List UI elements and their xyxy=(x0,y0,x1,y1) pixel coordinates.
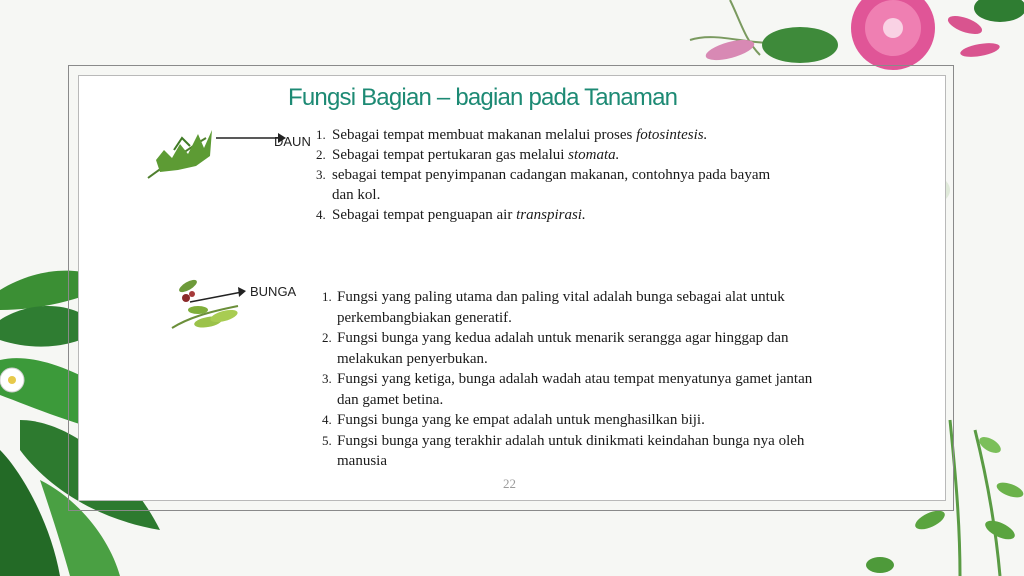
leaf-image xyxy=(146,120,318,184)
list-item: 5. Fungsi bunga yang terakhir adalah untuk dinikmati keindahan bunga nya oleh manusia xyxy=(322,432,805,469)
list-item: 3. sebagai tempat penyimpanan cadangan makanan, contohnya pada bayam dan kol. xyxy=(316,167,771,203)
list-item: 1. Fungsi yang paling utama dan paling vital adalah bunga sebagai alat untuk perkembangbiakan generatif. xyxy=(322,289,785,326)
daun-label: DAUN xyxy=(274,134,311,149)
list-item: 2. Sebagai tempat pertukaran gas melalui stomata. xyxy=(316,147,620,163)
daun-function-list xyxy=(316,125,786,225)
flower-image xyxy=(168,272,308,334)
list-item: 4. Fungsi bunga yang ke empat adalah untuk menghasilkan biji. xyxy=(322,412,705,428)
list-item: 1. Sebagai tempat membuat makanan melalui proses fotosintesis. xyxy=(316,127,708,143)
page-number: 22 xyxy=(503,476,516,491)
slide-title: Fungsi Bagian – bagian pada Tanaman xyxy=(288,84,678,111)
bunga-label: BUNGA xyxy=(250,284,297,299)
bunga-function-list xyxy=(322,287,822,472)
list-item: 2. Fungsi bunga yang kedua adalah untuk menarik serangga agar hinggap dan melakukan penyerbukan. xyxy=(322,330,789,367)
list-item: 3. Fungsi yang ketiga, bunga adalah wadah atau tempat menyatunya gamet jantan dan gamet betina. xyxy=(322,371,813,408)
list-item: 4. Sebagai tempat penguapan air transpirasi. xyxy=(316,207,586,223)
pink-flower-illustration xyxy=(690,0,1024,70)
